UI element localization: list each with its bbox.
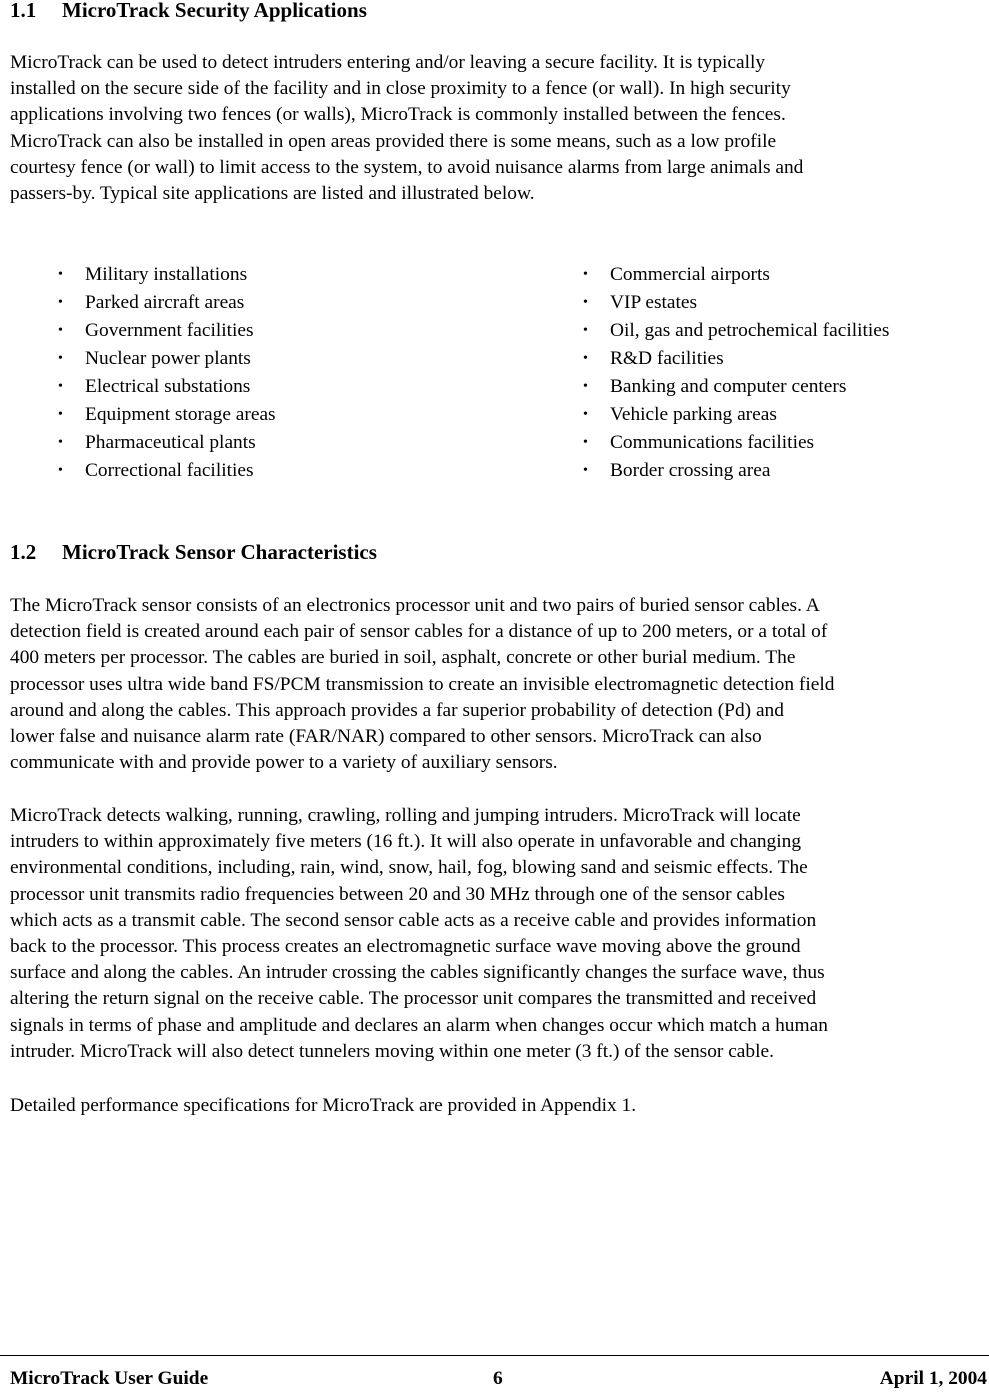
paragraph-line: detection field is created around each pair of sensor cables for a distance of up to 200 meters, or a total of	[10, 621, 828, 643]
paragraph-line: 400 meters per processor. The cables are buried in soil, asphalt, concrete or other burial medium. The	[10, 647, 796, 669]
section-number: 1.1	[10, 0, 37, 22]
section-title: MicroTrack Security Applications	[62, 0, 367, 22]
paragraph-line: communicate with and provide power to a variety of auxiliary sensors.	[10, 752, 558, 774]
section-heading-sensor-characteristics	[10, 540, 377, 564]
bullet-icon: •	[58, 435, 63, 450]
bullet-icon: •	[583, 407, 588, 422]
bullet-icon: •	[583, 267, 588, 282]
bullet-icon: •	[58, 379, 63, 394]
paragraph-line: back to the processor. This process creates an electromagnetic surface wave moving above the ground	[10, 936, 801, 958]
paragraph-line: lower false and nuisance alarm rate (FAR/NAR) compared to other sensors. MicroTrack can also	[10, 726, 762, 748]
sensor-paragraph-2	[10, 803, 988, 1065]
paragraph-line: intruder. MicroTrack will also detect tunnelers moving within one meter (3 ft.) of the sensor cable.	[10, 1040, 774, 1062]
paragraph-line: passers-by. Typical site applications are listed and illustrated below.	[10, 183, 535, 205]
paragraph-line: intruders to within approximately five meters (16 ft.). It will also operate in unfavorable and changing	[10, 831, 802, 853]
paragraph-line: processor uses ultra wide band FS/PCM transmission to create an invisible electromagnetic detection field	[10, 673, 835, 695]
paragraph-line: MicroTrack can be used to detect intruders entering and/or leaving a secure facility. It is typically	[10, 52, 766, 73]
paragraph-line: The MicroTrack sensor consists of an electronics processor unit and two pairs of buried sensor cables. A	[10, 595, 820, 616]
bullet-icon: •	[583, 435, 588, 450]
bullet-icon: •	[583, 351, 588, 366]
sensor-paragraph-3	[10, 1093, 988, 1119]
bullet-icon: •	[583, 295, 588, 310]
paragraph-line: processor unit transmits radio frequencies between 20 and 30 MHz through one of the sensor cables	[10, 883, 785, 905]
bullet-icon: •	[58, 351, 63, 366]
section-number: 1.2	[10, 540, 37, 564]
bullet-icon: •	[583, 379, 588, 394]
bullet-icon: •	[583, 323, 588, 338]
intro-paragraph	[10, 50, 988, 207]
bullet-icon: •	[58, 463, 63, 478]
bullet-icon: •	[58, 407, 63, 422]
section-heading-security-applications	[10, 0, 367, 22]
paragraph-line: installed on the secure side of the facility and in close proximity to a fence (or wall). In high security	[10, 78, 791, 100]
page-number: 6	[493, 1368, 503, 1389]
section-title: MicroTrack Sensor Characteristics	[62, 540, 377, 564]
footer-date: April 1, 2004	[879, 1368, 987, 1389]
footer-title: MicroTrack User Guide	[10, 1368, 209, 1389]
paragraph-line: altering the return signal on the receive cable. The processor unit compares the transmitted and received	[10, 988, 817, 1010]
paragraph-line: courtesy fence (or wall) to limit access to the system, to avoid nuisance alarms from large animals and	[10, 156, 804, 178]
bullet-icon: •	[58, 295, 63, 310]
paragraph-line: signals in terms of phase and amplitude and declares an alarm when changes occur which match a human	[10, 1014, 828, 1036]
footer-rule	[0, 1355, 989, 1356]
paragraph-line: applications involving two fences (or walls), MicroTrack is commonly installed between the fences.	[10, 104, 786, 126]
paragraph-line: Detailed performance specifications for MicroTrack are provided in Appendix 1.	[10, 1095, 637, 1116]
sensor-paragraph-1	[10, 593, 988, 776]
paragraph-line: around and along the cables. This approach provides a far superior probability of detection (Pd) and	[10, 699, 784, 721]
bullet-icon: •	[58, 323, 63, 338]
bullet-icon: •	[58, 267, 63, 282]
paragraph-line: surface and along the cables. An intruder crossing the cables significantly changes the surface wave, thus	[10, 962, 825, 984]
paragraph-line: environmental conditions, including, rain, wind, snow, hail, fog, blowing sand and seismic effects. The	[10, 857, 808, 879]
paragraph-line: MicroTrack detects walking, running, crawling, rolling and jumping intruders. MicroTrack will locate	[10, 805, 801, 826]
bullet-icon: •	[583, 463, 588, 478]
paragraph-line: which acts as a transmit cable. The second sensor cable acts as a receive cable and provides information	[10, 909, 817, 931]
paragraph-line: MicroTrack can also be installed in open areas provided there is some means, such as a low profile	[10, 130, 777, 152]
